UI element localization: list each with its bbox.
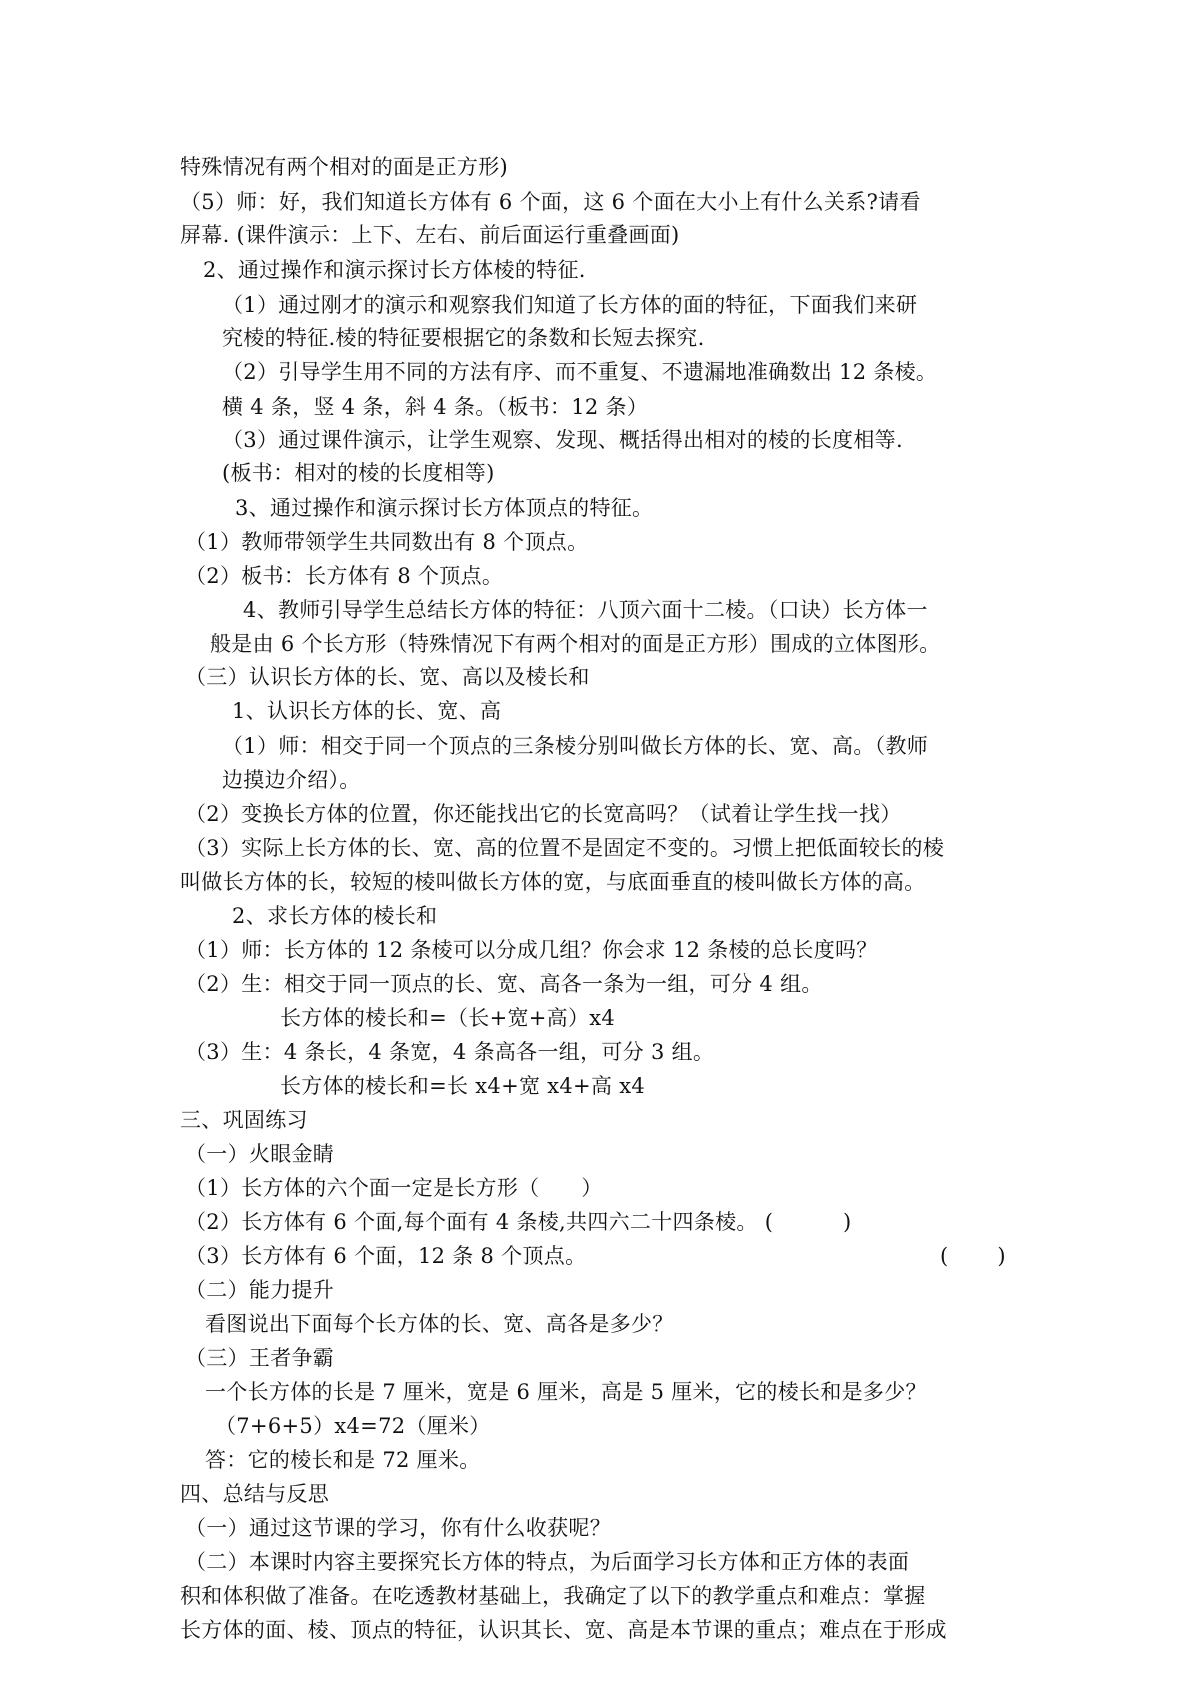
- text-line: （2）引导学生用不同的方法有序、而不重复、不遗漏地准确数出 12 条棱。: [222, 360, 938, 384]
- section-heading: 四、总结与反思: [180, 1482, 330, 1506]
- text-line: 4、教师引导学生总结长方体的特征：八顶六面十二棱。（口诀）长方体一: [243, 598, 928, 622]
- text-line: （2）长方体有 6 个面,每个面有 4 条棱,共四六二十四条棱。 ( ): [185, 1210, 852, 1234]
- text-line: 般是由 6 个长方形（特殊情况下有两个相对的面是正方形）围成的立体图形。: [210, 632, 941, 656]
- text-line: （1）通过刚才的演示和观察我们知道了长方体的面的特征，下面我们来研: [222, 293, 918, 317]
- text-line: （5）师：好，我们知道长方体有 6 个面，这 6 个面在大小上有什么关系?请看: [180, 190, 921, 214]
- text-line: （3）长方体有 6 个面，12 条 8 个顶点。: [185, 1244, 587, 1268]
- text-line: （1）师：相交于同一个顶点的三条棱分别叫做长方体的长、宽、高。（教师: [222, 734, 929, 758]
- section-heading: 三、巩固练习: [180, 1108, 308, 1132]
- text-line: 一个长方体的长是 7 厘米，宽是 6 厘米，高是 5 厘米，它的棱长和是多少？: [205, 1380, 927, 1404]
- text-line: 横 4 条，竖 4 条，斜 4 条。（板书：12 条）: [222, 395, 649, 419]
- text-line: 究棱的特征.棱的特征要根据它的条数和长短去探究.: [222, 326, 705, 350]
- text-line: 看图说出下面每个长方体的长、宽、高各是多少？: [205, 1312, 674, 1336]
- text-line: （三）认识长方体的长、宽、高以及棱长和: [185, 665, 590, 689]
- text-line: （1）教师带领学生共同数出有 8 个顶点。: [185, 530, 589, 554]
- text-line: 屏幕. (课件演示：上下、左右、前后面运行重叠画面): [180, 223, 680, 247]
- text-line: （二）能力提升: [185, 1278, 335, 1302]
- text-line: 长方体的面、棱、顶点的特征，认识其长、宽、高是本节课的重点；难点在于形成: [180, 1618, 947, 1642]
- text-line: （1）师：长方体的 12 条棱可以分成几组？你会求 12 条棱的总长度吗？: [185, 938, 878, 962]
- text-line: 叫做长方体的长，较短的棱叫做长方体的宽，与底面垂直的棱叫做长方体的高。: [180, 870, 926, 894]
- text-line: 3、通过操作和演示探讨长方体顶点的特征。: [235, 496, 654, 520]
- text-line: 积和体积做了准备。在吃透教材基础上，我确定了以下的教学重点和难点：掌握: [180, 1584, 926, 1608]
- text-line: （二）本课时内容主要探究长方体的特点，为后面学习长方体和正方体的表面: [185, 1550, 910, 1574]
- text-line: （2）生：相交于同一顶点的长、宽、高各一条为一组，可分 4 组。: [185, 972, 823, 996]
- text-line: （一）火眼金睛: [185, 1142, 335, 1166]
- text-line: （3）实际上长方体的长、宽、高的位置不是固定不变的。习惯上把低面较长的棱: [185, 836, 945, 860]
- text-line: （2）板书：长方体有 8 个顶点。: [185, 564, 504, 588]
- text-line: (板书：相对的棱的长度相等): [222, 461, 495, 485]
- text-line: 2、求长方体的棱长和: [232, 904, 438, 928]
- text-line: 长方体的棱长和=长 x4+宽 x4+高 x4: [280, 1074, 646, 1098]
- text-line: （3）生：4 条长，4 条宽，4 条高各一组，可分 3 组。: [185, 1040, 715, 1064]
- text-line: （2）变换长方体的位置，你还能找出它的长宽高吗？（试着让学生找一找）: [185, 802, 902, 826]
- text-line: （一）通过这节课的学习，你有什么收获呢？: [185, 1516, 611, 1540]
- answer-blank: ( ): [940, 1244, 1006, 1268]
- text-line: 边摸边介绍）。: [222, 768, 361, 792]
- text-line: 2、通过操作和演示探讨长方体棱的特征.: [203, 258, 586, 282]
- text-line: 特殊情况有两个相对的面是正方形): [180, 155, 508, 179]
- text-line: （1）长方体的六个面一定是长方形（ ）: [185, 1176, 603, 1200]
- text-line: 1、认识长方体的长、宽、高: [232, 699, 502, 723]
- text-line: 长方体的棱长和=（长+宽+高）x4: [280, 1006, 616, 1030]
- text-line: （3）通过课件演示，让学生观察、发现、概括得出相对的棱的长度相等.: [222, 428, 903, 452]
- text-line: （三）王者争霸: [185, 1346, 335, 1370]
- text-line: （7+6+5）x4=72（厘米）: [215, 1414, 491, 1438]
- text-line: 答：它的棱长和是 72 厘米。: [205, 1448, 481, 1472]
